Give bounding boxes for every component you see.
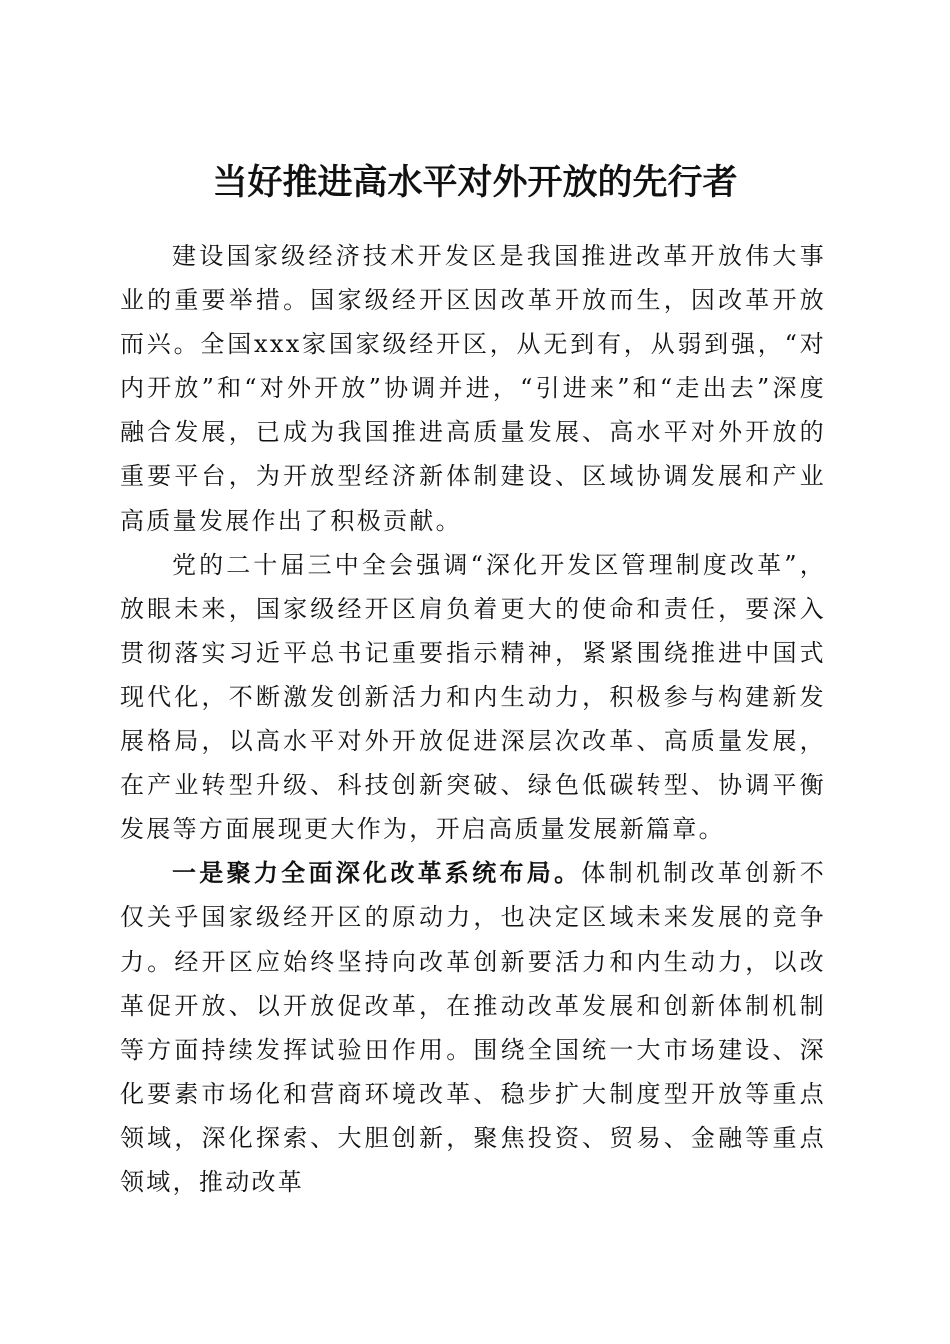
paragraph-intro [120,234,826,543]
paragraph-lead-heading: 一是聚力全面深化改革系统布局。 [172,858,582,888]
paragraph-reform [120,851,826,1204]
paragraph-text: 体制机制改革创新不仅关乎国家级经开区的原动力，也决定区域未来发展的竞争力。经开区应始终坚持向改革创新要活力和内生动力，以改革促开放、以开放促改革，在推动改革发展和创新体制机制等方面持续发挥试验田作用。围绕全国统一大市场建设、深化要素市场化和营商环境改革、稳步扩大制度型开放等重点领域，深化探索、大胆创新，聚焦投资、贸易、金融等重点领域，推动改革 [120,859,827,1196]
paragraph-text: 党的二十届三中全会强调“深化开发区管理制度改革”，放眼未来，国家级经开区肩负着更大的使命和责任，要深入贯彻落实习近平总书记重要指示精神，紧紧围绕推进中国式现代化，不断激发创新活力和内生动力，积极参与构建新发展格局，以高水平对外开放促进深层次改革、高质量发展，在产业转型升级、科技创新突破、绿色低碳转型、协调平衡发展等方面展现更大作为，开启高质量发展新篇章。 [120,550,826,844]
document-title: 当好推进高水平对外开放的先行者 [212,162,738,204]
document-body [120,234,826,1204]
paragraph-plenum [120,543,826,852]
paragraph-text: 建设国家级经济技术开发区是我国推进改革开放伟大事业的重要举措。国家级经开区因改革开放而生，因改革开放而兴。全国xxx家国家级经开区，从无到有，从弱到强，“对内开放”和“对外开放”协调并进，“引进来”和“走出去”深度融合发展，已成为我国推进高质量发展、高水平对外开放的重要平台，为开放型经济新体制建设、区域协调发展和产业高质量发展作出了积极贡献。 [120,242,826,535]
